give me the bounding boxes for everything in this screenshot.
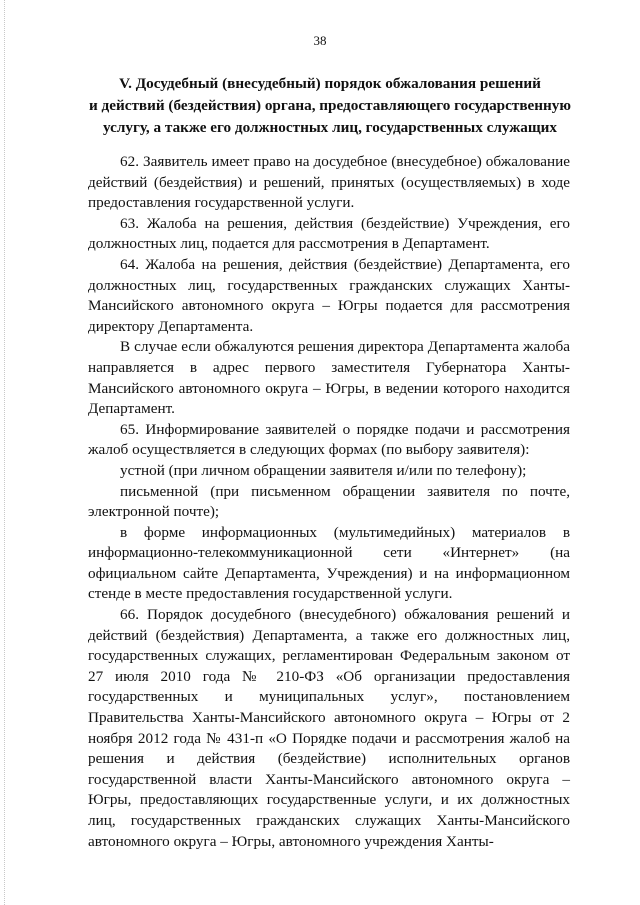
section-heading xyxy=(80,73,580,139)
paragraph-director-complaint: В случае если обжалуются решения директора Департамента жалоба направляется в адрес первого заместителя Губернатора Ханты-Мансийского автономного округа – Югры, в ведении которого находится Департамент. xyxy=(88,338,570,418)
paragraph-written-form: письменной (при письменном обращении заявителя по почте, электронной почте); xyxy=(88,482,570,521)
paragraph-62: 62. Заявитель имеет право на досудебное (внесудебное) обжалование действий (бездействия) и решений, принятых (осуществляемых) в ходе предоставления государственной услуги. xyxy=(88,153,570,212)
paragraph-66: 66. Порядок досудебного (внесудебного) обжалования решений и действий (бездействия) Департамента, а также его должностных лиц, государственных служащих, регламентирован Федеральным законом от 27 июля 2010 года № 210-ФЗ «Об организации предоставления государственных и муниципальных услуг», постановлением Правительства Ханты-Мансийского автономного округа – Югры от 2 ноября 2012 года № 431-п «О Порядке подачи и рассмотрения жалоб на решения и действия (бездействие) исполнительных органов государственной власти Ханты-Мансийского автономного округа – Югры, предоставляющих государственные услуги, и их должностных лиц, государственных гражданских служащих Ханты-Мансийского автономного округа – Югры, автономного учреждения Ханты- xyxy=(88,606,570,850)
body-text xyxy=(88,152,570,852)
page-number: 38 xyxy=(313,33,327,48)
paragraph-63: 63. Жалоба на решения, действия (бездействие) Учреждения, его должностных лиц, подается для рассмотрения в Департамент. xyxy=(88,214,570,253)
paragraph-65: 65. Информирование заявителей о порядке подачи и рассмотрения жалоб осуществляется в следующих формах (по выбору заявителя): xyxy=(88,420,570,459)
heading-line-3: услугу, а также его должностных лиц, государственных служащих xyxy=(102,119,558,136)
heading-line-1: V. Досудебный (внесудебный) порядок обжалования решений xyxy=(119,75,541,92)
scan-edge xyxy=(4,0,6,905)
paragraph-multimedia-form: в форме информационных (мультимедийных) материалов в информационно-телекоммуникационной сети «Интернет» (на официальном сайте Департамента, Учреждения) и на информационном стенде в месте предоставления государственной услуги. xyxy=(88,523,570,603)
heading-line-2: и действий (бездействия) органа, предоставляющего государственную xyxy=(89,97,571,114)
paragraph-64: 64. Жалоба на решения, действия (бездействие) Департамента, его должностных лиц, государственных гражданских служащих Ханты-Мансийского автономного округа – Югры подается для рассмотрения директору Департамента. xyxy=(88,255,570,335)
paragraph-oral-form: устной (при личном обращении заявителя и/или по телефону); xyxy=(120,461,527,479)
